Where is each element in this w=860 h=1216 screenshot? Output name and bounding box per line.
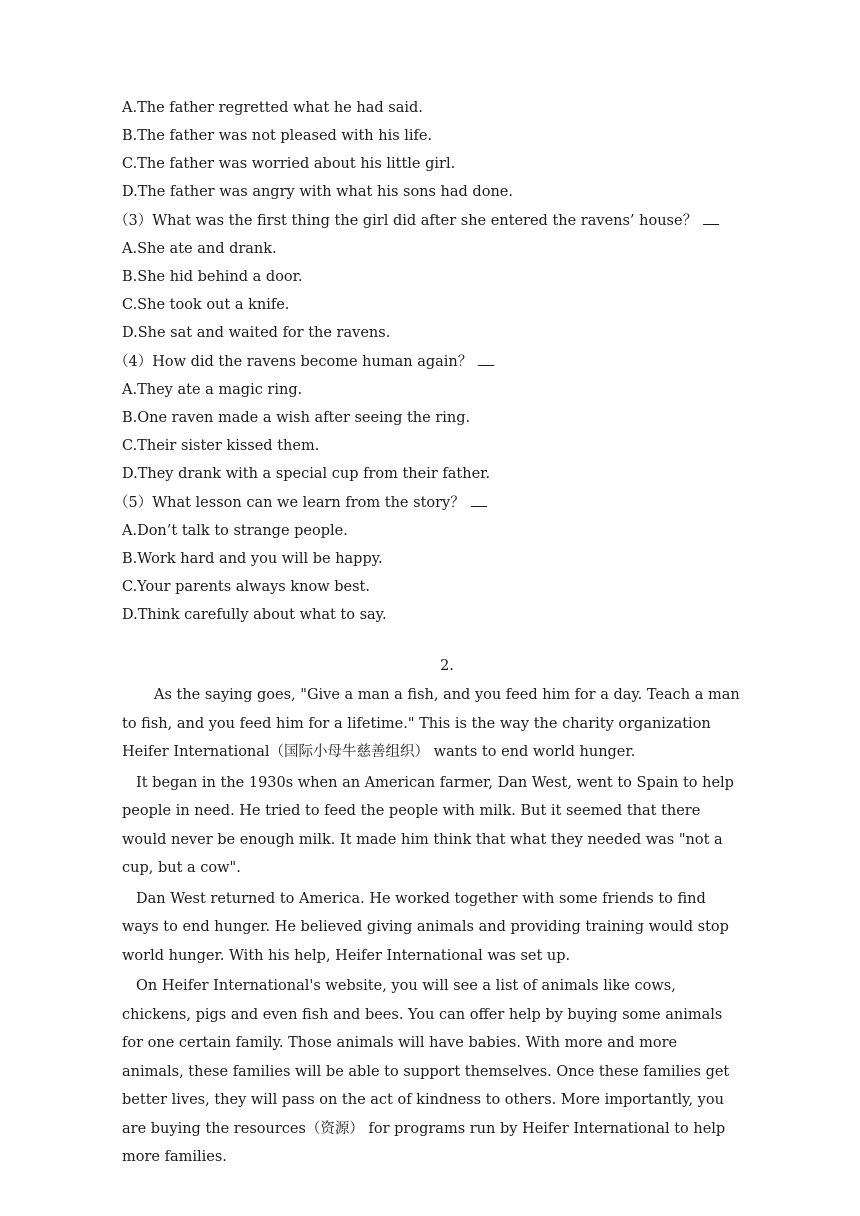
question-4 — [114, 347, 740, 488]
question-text: （3）What was the first thing the girl did after she entered the ravens’ house？ — [114, 213, 698, 229]
paragraph-2: It began in the 1930s when an American farmer, Dan West, went to Spain to help people in need. He tried to feed the people with milk. But it seemed that there would never be enough milk. It made him think that what they needed was "not a cup, but a cow". — [122, 774, 734, 876]
question-5 — [114, 488, 740, 629]
question-3 — [114, 206, 740, 347]
answer-blank — [471, 492, 487, 507]
option-a: A.They ate a magic ring. — [122, 382, 303, 398]
option-b: B.She hid behind a door. — [122, 269, 303, 285]
question-stem — [114, 488, 740, 517]
paragraph-1: As the saying goes, "Give a man a fish, and you feed him for a day. Teach a man to fish, and you feed him for a lifetime." This is the way the charity organization Heifer International（国际小母牛慈善组织） wants to end world hunger. — [122, 687, 740, 760]
option-a: A.The father regretted what he had said. — [122, 100, 423, 116]
section-gap — [122, 629, 740, 651]
passage-number: 2. — [440, 658, 454, 674]
option-c: C.The father was worried about his little girl. — [122, 156, 456, 172]
option-d: D.She sat and waited for the ravens. — [122, 325, 391, 341]
option-b: B.The father was not pleased with his life. — [122, 128, 433, 144]
answer-blank — [478, 351, 494, 366]
option-d: D.Think carefully about what to say. — [122, 607, 387, 623]
answer-blank — [703, 210, 719, 225]
option-b: B.Work hard and you will be happy. — [122, 551, 383, 567]
option-d: D.They drank with a special cup from their father. — [122, 466, 491, 482]
question-stem — [114, 347, 740, 376]
option-c: C.Your parents always know best. — [122, 579, 370, 595]
option-a: A.Don’t talk to strange people. — [122, 523, 348, 539]
option-a: A.She ate and drank. — [122, 241, 277, 257]
question-2-options — [122, 94, 740, 206]
document-page — [114, 94, 740, 1174]
option-d: D.The father was angry with what his sons had done. — [122, 184, 513, 200]
paragraph-4: On Heifer International's website, you will see a list of animals like cows, chickens, pigs and even fish and bees. You can offer help by buying some animals for one certain family. Those animals will have babies. With more and more animals, these families will be able to support themselves. Once these families get better lives, they will pass on the act of kindness to others. More importantly, you are buying the resources（资源） for programs run by Heifer International to help more families. — [122, 978, 730, 1165]
option-c: C.Their sister kissed them. — [122, 438, 320, 454]
passage-2 — [122, 651, 740, 1172]
question-stem — [114, 206, 740, 235]
question-text: （4）How did the ravens become human again？ — [114, 354, 473, 370]
option-b: B.One raven made a wish after seeing the ring. — [122, 410, 471, 426]
option-c: C.She took out a knife. — [122, 297, 290, 313]
question-text: （5）What lesson can we learn from the story？ — [114, 495, 465, 511]
paragraph-3: Dan West returned to America. He worked together with some friends to find ways to end hunger. He believed giving animals and providing training would stop world hunger. With his help, Heifer International was set up. — [122, 890, 729, 964]
